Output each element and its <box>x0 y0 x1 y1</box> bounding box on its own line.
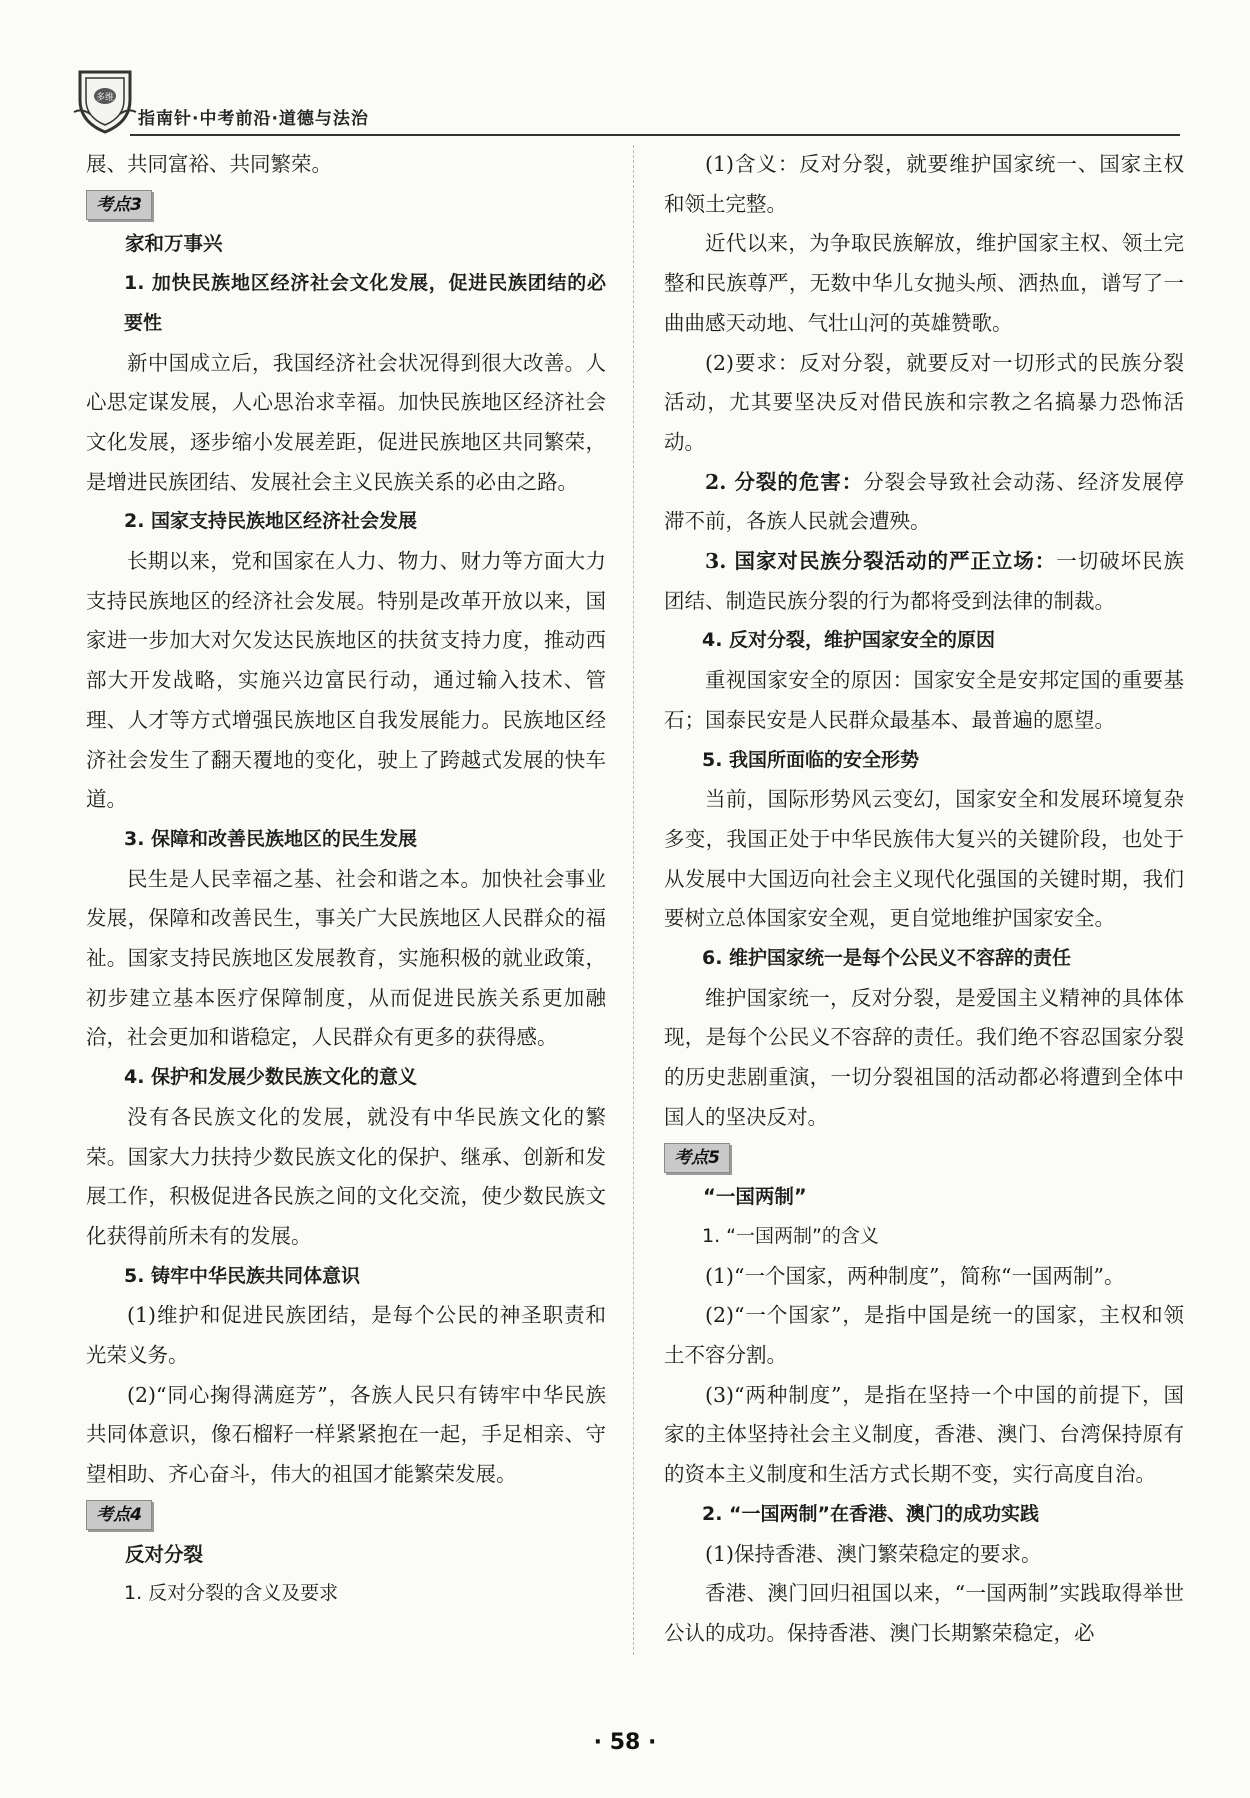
paragraph: 展、共同富裕、共同繁荣。 <box>86 152 332 176</box>
paragraph: 重视国家安全的原因：国家安全是安邦定国的重要基石；国泰民安是人民群众最基本、最普遍的愿望。 <box>664 668 1184 732</box>
inline-heading: 3. 国家对民族分裂活动的严正立场： <box>705 549 1057 574</box>
paragraph: (1)“一个国家，两种制度”，简称“一国两制”。 <box>705 1263 1125 1288</box>
exam-point-badge: 考点5 <box>664 1143 730 1173</box>
exam-point-3 <box>86 185 606 225</box>
paragraph: (1)保持香港、澳门繁荣稳定的要求。 <box>705 1541 1042 1566</box>
paragraph: (2)“同心掬得满庭芳”，各族人民只有铸牢中华民族共同体意识，像石榴籽一样紧紧抱在一起，手足相亲、守望相助、齐心奋斗，伟大的祖国才能繁荣发展。 <box>86 1382 606 1487</box>
section-title: 反对分裂 <box>125 1542 204 1566</box>
column-divider <box>633 145 634 1655</box>
paragraph: 民生是人民幸福之基、社会和谐之本。加快社会事业发展，保障和改善民生，事关广大民族地区人民群众的福祉。国家支持民族地区发展教育，实施积极的就业政策，初步建立基本医疗保障制度，从而促进民族关系更加融洽，社会更加和谐稳定，人民群众有更多的获得感。 <box>86 866 606 1050</box>
exam-point-5 <box>664 1138 1184 1178</box>
right-column <box>664 145 1184 1654</box>
subheading: 2. 国家支持民族地区经济社会发展 <box>124 510 418 533</box>
logo-text: 多维 <box>95 93 115 103</box>
exam-point-badge: 考点4 <box>86 1500 152 1530</box>
subheading: 3. 保障和改善民族地区的民生发展 <box>124 827 418 850</box>
subheading: 2. “一国两制”在香港、澳门的成功实践 <box>702 1502 1040 1525</box>
section-title: 家和万事兴 <box>125 232 223 256</box>
page-number: · 58 · <box>593 1730 657 1755</box>
subheading: 1. 反对分裂的含义及要求 <box>124 1582 339 1605</box>
subheading: 5. 铸牢中华民族共同体意识 <box>124 1264 361 1287</box>
paragraph: 当前，国际形势风云变幻，国家安全和发展环境复杂多变，我国正处于中华民族伟大复兴的关键阶段，也处于从发展中大国迈向社会主义现代化强国的关键时期，我们要树立总体国家安全观，更自觉地维护国家安全。 <box>664 787 1184 931</box>
subheading: 6. 维护国家统一是每个公民义不容辞的责任 <box>702 947 1072 970</box>
paragraph <box>664 463 1184 542</box>
paragraph: 新中国成立后，我国经济社会状况得到很大改善。人心思定谋发展，人心思治求幸福。加快民族地区经济社会文化发展，逐步缩小发展差距，促进民族地区共同繁荣，是增进民族团结、发展社会主义民族关系的必由之路。 <box>86 350 606 494</box>
paragraph: 近代以来，为争取民族解放，维护国家主权、领土完整和民族尊严，无数中华儿女抛头颅、洒热血，谱写了一曲曲感天动地、气壮山河的英雄赞歌。 <box>664 231 1184 335</box>
paragraph: (1)含义：反对分裂，就要维护国家统一、国家主权和领土完整。 <box>664 152 1184 216</box>
paragraph: 维护国家统一，反对分裂，是爱国主义精神的具体体现，是每个公民义不容辞的责任。我们绝不容忍国家分裂的历史悲剧重演，一切分裂祖国的活动都必将遭到全体中国人的坚决反对。 <box>664 985 1184 1129</box>
inline-heading: 2. 分裂的危害： <box>705 469 864 494</box>
paragraph: (2)要求：反对分裂，就要反对一切形式的民族分裂活动，尤其要坚决反对借民族和宗教之名搞暴力恐怖活动。 <box>664 350 1184 454</box>
shield-logo-icon <box>72 66 138 134</box>
paragraph <box>664 542 1184 621</box>
exam-point-4 <box>86 1495 606 1535</box>
left-column <box>86 145 606 1614</box>
exam-point-badge: 考点3 <box>86 190 152 220</box>
section-title: “一国两制” <box>703 1185 807 1209</box>
paragraph: 长期以来，党和国家在人力、物力、财力等方面大力支持民族地区的经济社会发展。特别是改革开放以来，国家进一步加大对欠发达民族地区的扶贫支持力度，推动西部大开发战略，实施兴边富民行动，通过输入技术、管理、人才等方式增强民族地区自我发展能力。民族地区经济社会发生了翻天覆地的变化，驶上了跨越式发展的快车道。 <box>86 549 606 812</box>
paragraph: 没有各民族文化的发展，就没有中华民族文化的繁荣。国家大力扶持少数民族文化的保护、继承、创新和发展工作，积极促进各民族之间的文化交流，使少数民族文化获得前所未有的发展。 <box>86 1104 606 1248</box>
header-title: 指南针·中考前沿·道德与法治 <box>138 109 369 129</box>
subheading: 5. 我国所面临的安全形势 <box>702 748 920 771</box>
header-rule <box>130 134 1180 136</box>
page-header <box>70 58 1180 138</box>
paragraph: (1)维护和促进民族团结，是每个公民的神圣职责和光荣义务。 <box>86 1303 606 1368</box>
subheading: 1. 加快民族地区经济社会文化发展，促进民族团结的必要性 <box>124 272 606 334</box>
paragraph: 香港、澳门回归祖国以来，“一国两制”实践取得举世公认的成功。保持香港、澳门长期繁荣稳定，必 <box>664 1581 1184 1645</box>
subheading: 1. “一国两制”的含义 <box>702 1224 879 1247</box>
paragraph: (3)“两种制度”，是指在坚持一个中国的前提下，国家的主体坚持社会主义制度，香港、澳门、台湾保持原有的资本主义制度和生活方式长期不变，实行高度自治。 <box>664 1382 1184 1487</box>
inline-text: 分裂会导致社会动荡、经济发展停滞不前，各族人民就会遭殃。 <box>664 469 1185 534</box>
inline-text: 一切破坏民族团结、制造民族分裂的行为都将受到法律的制裁。 <box>664 549 1185 613</box>
paragraph: (2)“一个国家”，是指中国是统一的国家，主权和领土不容分割。 <box>664 1303 1184 1368</box>
subheading: 4. 反对分裂，维护国家安全的原因 <box>702 629 996 652</box>
subheading: 4. 保护和发展少数民族文化的意义 <box>124 1066 418 1089</box>
